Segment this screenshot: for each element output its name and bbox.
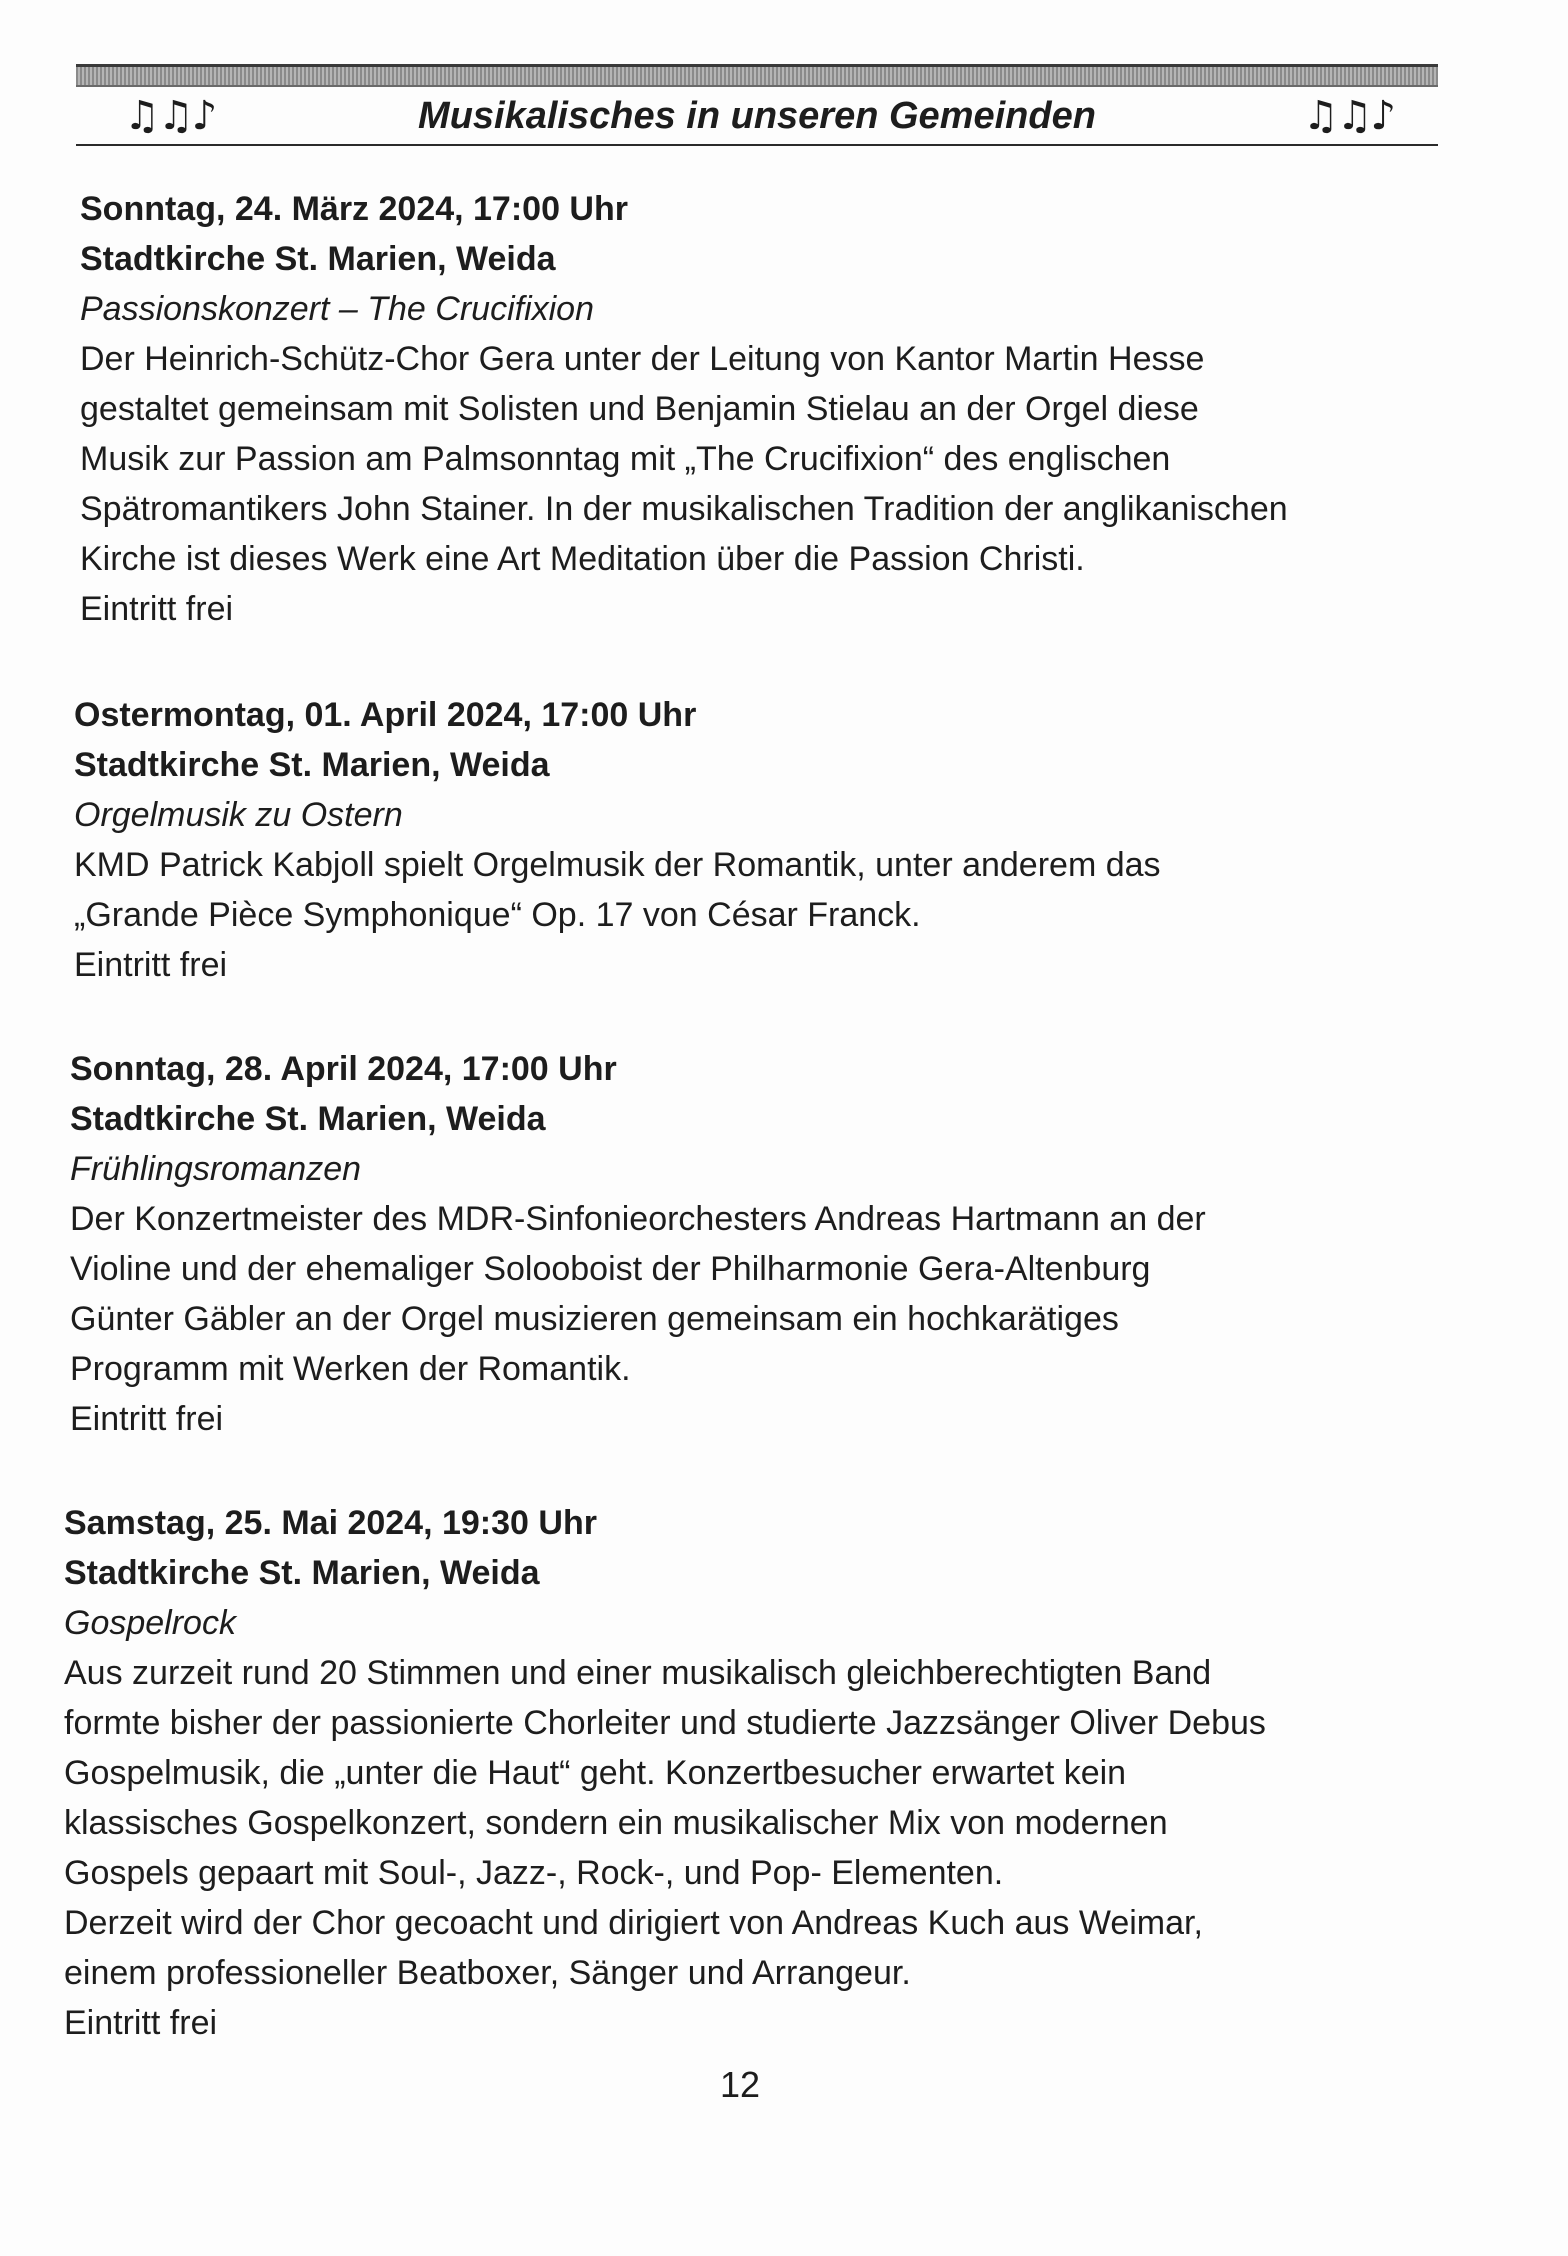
event-description-line: gestaltet gemeinsam mit Solisten und Benjamin Stielau an der Orgel diese <box>80 390 1199 428</box>
event-location: Stadtkirche St. Marien, Weida <box>74 746 550 784</box>
event-item <box>74 690 1494 990</box>
event-description-line: „Grande Pièce Symphonique“ Op. 17 von César Franck. <box>74 896 921 934</box>
event-description-line: Aus zurzeit rund 20 Stimmen und einer musikalisch gleichberechtigten Band <box>64 1654 1212 1692</box>
header-rule <box>76 64 1438 87</box>
event-description-line: einem professioneller Beatboxer, Sänger und Arrangeur. <box>64 1954 911 1992</box>
event-date: Sonntag, 28. April 2024, 17:00 Uhr <box>70 1050 617 1088</box>
event-description-line: Gospels gepaart mit Soul-, Jazz-, Rock-, und Pop- Elementen. <box>64 1854 1004 1892</box>
page-number: 12 <box>719 2064 761 2105</box>
event-location: Stadtkirche St. Marien, Weida <box>80 240 556 278</box>
event-date: Sonntag, 24. März 2024, 17:00 Uhr <box>80 190 628 228</box>
event-title: Orgelmusik zu Ostern <box>74 796 403 834</box>
event-description-line: Kirche ist dieses Werk eine Art Meditation über die Passion Christi. <box>80 540 1085 578</box>
event-date: Samstag, 25. Mai 2024, 19:30 Uhr <box>64 1504 597 1542</box>
page-header <box>76 88 1438 146</box>
event-description-line: Günter Gäbler an der Orgel musizieren gemeinsam ein hochkarätiges <box>70 1300 1119 1338</box>
event-description-line: Musik zur Passion am Palmsonntag mit „The Crucifixion“ des englischen <box>80 440 1171 478</box>
event-description-line: klassisches Gospelkonzert, sondern ein musikalischer Mix von modernen <box>64 1804 1168 1842</box>
event-location: Stadtkirche St. Marien, Weida <box>70 1100 546 1138</box>
event-description-line: Gospelmusik, die „unter die Haut“ geht. Konzertbesucher erwartet kein <box>64 1754 1127 1792</box>
event-description-line: KMD Patrick Kabjoll spielt Orgelmusik der Romantik, unter anderem das <box>74 846 1161 884</box>
event-title: Gospelrock <box>64 1604 236 1642</box>
event-description-line: formte bisher der passionierte Chorleiter und studierte Jazzsänger Oliver Debus <box>64 1704 1266 1742</box>
music-notes-icon: ♫♫♪ <box>124 93 216 139</box>
event-description-line: Der Heinrich-Schütz-Chor Gera unter der Leitung von Kantor Martin Hesse <box>80 340 1205 378</box>
event-date: Ostermontag, 01. April 2024, 17:00 Uhr <box>74 696 697 734</box>
event-item <box>80 184 1500 634</box>
event-description-line: Violine und der ehemaliger Solooboist der Philharmonie Gera-Altenburg <box>70 1250 1151 1288</box>
music-notes-icon: ♫♫♪ <box>1302 93 1394 139</box>
event-description-line: Der Konzertmeister des MDR-Sinfonieorchesters Andreas Hartmann an der <box>70 1200 1206 1238</box>
event-description-line: Programm mit Werken der Romantik. <box>70 1350 631 1388</box>
event-admission: Eintritt frei <box>70 1400 224 1438</box>
event-description-line: Derzeit wird der Chor gecoacht und dirigiert von Andreas Kuch aus Weimar, <box>64 1904 1203 1942</box>
event-title: Passionskonzert – The Crucifixion <box>80 290 595 328</box>
event-description-line: Spätromantikers John Stainer. In der musikalischen Tradition der anglikanischen <box>80 490 1288 528</box>
page-title: Musikalisches in unseren Gemeinden <box>418 95 1096 137</box>
event-admission: Eintritt frei <box>74 946 228 984</box>
event-item <box>64 1498 1484 2048</box>
event-admission: Eintritt frei <box>80 590 234 628</box>
event-location: Stadtkirche St. Marien, Weida <box>64 1554 540 1592</box>
event-admission: Eintritt frei <box>64 2004 218 2042</box>
event-item <box>70 1044 1490 1444</box>
event-title: Frühlingsromanzen <box>70 1150 362 1188</box>
